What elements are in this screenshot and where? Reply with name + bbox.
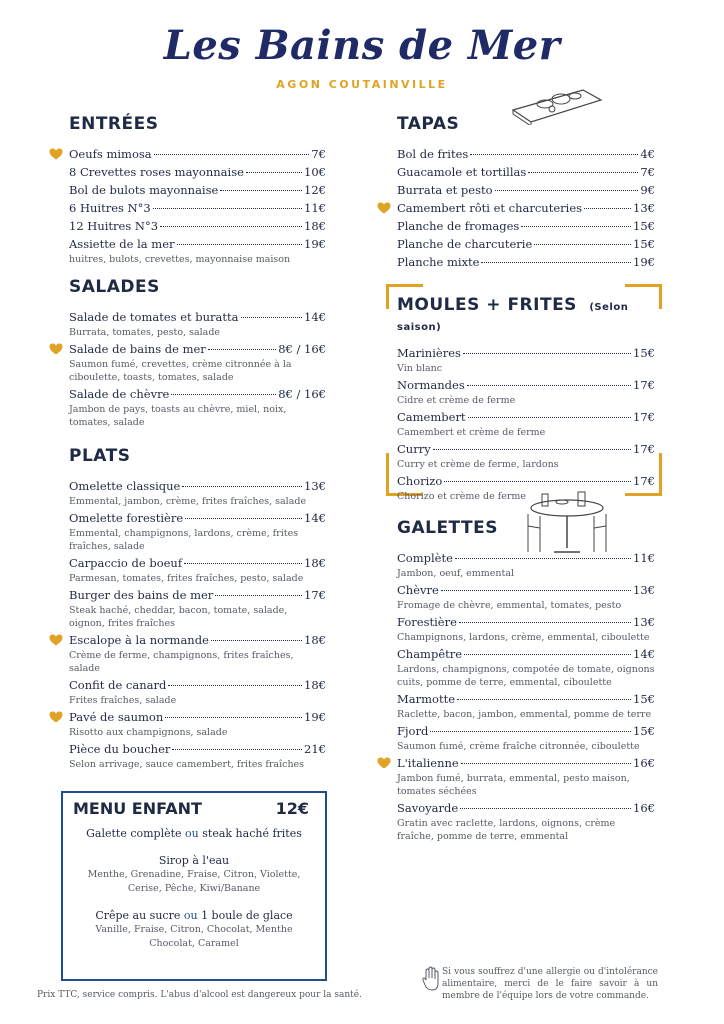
item-price: 7€ [311, 147, 326, 161]
kids-dessert-line: Crêpe au sucre ou 1 boule de glace [95, 909, 293, 922]
item-price: 19€ [633, 255, 655, 269]
restaurant-title: Les Bains de Mer [163, 22, 561, 69]
item-description: Steak haché, cheddar, bacon, tomate, salade, oignon, frites fraîches [69, 605, 288, 629]
item-name: Planche mixte [397, 255, 480, 269]
dot-leader [463, 353, 631, 354]
tapas-list [397, 146, 655, 271]
plats-list [69, 478, 326, 771]
item-price: 14€ [633, 647, 655, 661]
item-description: Gratin avec raclette, lardons, oignons, crème fraîche, pomme de terre, emmental [397, 818, 616, 842]
tapas-title: TAPAS [397, 114, 460, 134]
menu-item [397, 755, 655, 798]
item-name: Assiette de la mer [69, 237, 175, 251]
item-description: Lardons, champignons, compotée de tomate, oignons cuits, pomme de terre, emmental, ciboulette [397, 664, 655, 688]
tax-note: Prix TTC, service compris. L'abus d'alcool est dangereux pour la santé. [37, 990, 362, 1000]
dot-leader [430, 731, 631, 732]
item-name: Savoyarde [397, 801, 459, 815]
item-price: 18€ [304, 219, 326, 233]
item-description: Curry et crème de ferme, lardons [397, 459, 559, 470]
item-name: Bol de bulots mayonnaise [69, 183, 219, 197]
dot-leader [208, 349, 276, 350]
moules-title: MOULES + FRITES [397, 295, 577, 315]
item-name: Burger des bains de mer [69, 588, 214, 602]
dot-leader [160, 226, 302, 227]
item-price: 14€ [304, 511, 326, 525]
menu-item [397, 646, 655, 689]
dot-leader [185, 518, 302, 519]
dot-leader [470, 154, 638, 155]
galettes-list [397, 550, 655, 843]
menu-item [397, 800, 655, 843]
menu-item [69, 677, 326, 707]
dot-leader [220, 190, 302, 191]
menu-item [69, 709, 326, 739]
item-description: Parmesan, tomates, frites fraîches, pesto, salade [69, 573, 304, 584]
dot-leader [455, 558, 631, 559]
dot-leader [464, 654, 631, 655]
menu-item [69, 309, 326, 339]
menu-item [397, 345, 655, 375]
dot-leader [459, 622, 631, 623]
dot-leader [444, 481, 631, 482]
item-description: Jambon, oeuf, emmental [397, 568, 515, 579]
item-price: 16€ [633, 801, 655, 815]
restaurant-location: AGON COUTAINVILLE [276, 78, 448, 91]
item-description: Jambon de pays, toasts au chèvre, miel, noix, tomates, salade [69, 404, 287, 428]
item-description: Crème de ferme, champignons, frites fraîches, salade [69, 650, 294, 674]
entrees-title: ENTRÉES [69, 114, 159, 134]
item-price: 11€ [304, 201, 326, 215]
item-name: Carpaccio de boeuf [69, 556, 183, 570]
dot-leader [495, 190, 639, 191]
menu-item [69, 510, 326, 553]
item-name: Escalope à la normande [69, 633, 209, 647]
item-name: Omelette forestière [69, 511, 184, 525]
heart-icon [49, 634, 63, 646]
kids-ice-options-2: Chocolat, Caramel [149, 938, 239, 949]
item-description: Emmental, jambon, crème, frites fraîches, salade [69, 496, 307, 507]
item-price: 8€ / 16€ [278, 387, 326, 401]
item-description: Chorizo et crème de ferme [397, 491, 527, 502]
item-name: Camembert [397, 410, 466, 424]
item-name: Marinières [397, 346, 461, 360]
item-name: Oeufs mimosa [69, 147, 152, 161]
kids-menu-price: 12€ [275, 799, 309, 818]
item-price: 17€ [633, 410, 655, 424]
item-name: L'italienne [397, 756, 459, 770]
item-description: Raclette, bacon, jambon, emmental, pomme de terre [397, 709, 652, 720]
menu-item [69, 200, 326, 217]
item-description: huitres, bulots, crevettes, mayonnaise maison [69, 254, 291, 265]
item-price: 13€ [304, 479, 326, 493]
item-description: Champignons, lardons, crème, emmental, ciboulette [397, 632, 650, 643]
item-name: Planche de charcuterie [397, 237, 533, 251]
item-name: Fjord [397, 724, 429, 738]
item-description: Cidre et crème de ferme [397, 395, 516, 406]
item-name: Salade de chèvre [69, 387, 170, 401]
menu-item [69, 164, 326, 181]
menu-item [397, 146, 655, 163]
kids-drink-title: Sirop à l'eau [158, 854, 230, 867]
entrees-list [69, 146, 326, 266]
dot-leader [165, 717, 302, 718]
dot-leader [433, 449, 631, 450]
item-name: Bol de frites [397, 147, 469, 161]
item-price: 12€ [304, 183, 326, 197]
item-description: Frites fraîches, salade [69, 695, 177, 706]
moules-list [397, 345, 655, 503]
menu-item [397, 691, 655, 721]
dot-leader [521, 226, 631, 227]
item-name: Complète [397, 551, 453, 565]
menu-item [397, 182, 655, 199]
galettes-title: GALETTES [397, 518, 498, 538]
menu-item [397, 441, 655, 471]
dot-leader [468, 417, 631, 418]
item-price: 9€ [640, 183, 655, 197]
item-name: Burrata et pesto [397, 183, 493, 197]
moules-title-row [397, 295, 655, 335]
dot-leader [481, 262, 631, 263]
item-description: Saumon fumé, crevettes, crème citronnée à la ciboulette, toasts, tomates, salade [69, 359, 292, 383]
item-price: 15€ [633, 346, 655, 360]
item-price: 15€ [633, 724, 655, 738]
item-price: 16€ [633, 756, 655, 770]
dot-leader [215, 595, 302, 596]
item-name: Normandes [397, 378, 465, 392]
item-name: Champêtre [397, 647, 463, 661]
item-price: 7€ [640, 165, 655, 179]
kids-menu-box [61, 791, 327, 981]
dot-leader [211, 640, 302, 641]
dot-leader [460, 808, 631, 809]
dot-leader [528, 172, 638, 173]
menu-item [397, 200, 655, 217]
dot-leader [168, 685, 302, 686]
item-description: Camembert et crème de ferme [397, 427, 546, 438]
item-price: 18€ [304, 678, 326, 692]
item-price: 13€ [633, 201, 655, 215]
item-name: Curry [397, 442, 431, 456]
menu-item [397, 164, 655, 181]
item-price: 15€ [633, 219, 655, 233]
menu-item [69, 632, 326, 675]
item-name: Pavé de saumon [69, 710, 164, 724]
menu-item [69, 182, 326, 199]
item-price: 17€ [633, 474, 655, 488]
item-price: 13€ [633, 583, 655, 597]
item-price: 21€ [304, 742, 326, 756]
menu-item [397, 614, 655, 644]
item-name: Pièce du boucher [69, 742, 171, 756]
item-description: Risotto aux champignons, salade [69, 727, 228, 738]
dot-leader [184, 563, 302, 564]
item-price: 8€ / 16€ [278, 342, 326, 356]
item-name: Marmotte [397, 692, 456, 706]
salades-list [69, 309, 326, 429]
item-price: 15€ [633, 237, 655, 251]
menu-item [69, 341, 326, 384]
dot-leader [154, 154, 310, 155]
item-name: Chorizo [397, 474, 443, 488]
item-description: Fromage de chèvre, emmental, tomates, pesto [397, 600, 622, 611]
item-description: Burrata, tomates, pesto, salade [69, 327, 221, 338]
heart-icon [49, 343, 63, 355]
item-name: 12 Huitres N°3 [69, 219, 159, 233]
item-price: 4€ [640, 147, 655, 161]
dot-leader [584, 208, 631, 209]
menu-item [397, 582, 655, 612]
menu-item [69, 555, 326, 585]
menu-item [69, 386, 326, 429]
kids-menu-title: MENU ENFANT [73, 799, 202, 818]
item-name: Chèvre [397, 583, 439, 597]
item-price: 18€ [304, 556, 326, 570]
item-name: Omelette classique [69, 479, 181, 493]
item-price: 14€ [304, 310, 326, 324]
item-description: Vin blanc [397, 363, 443, 374]
moules-note: (Selon saison) [397, 302, 629, 333]
item-price: 17€ [633, 442, 655, 456]
kids-main-line: Galette complète ou steak haché frites [86, 827, 302, 840]
menu-item [397, 377, 655, 407]
menu-item [69, 236, 326, 266]
menu-item [69, 587, 326, 630]
item-name: Planche de fromages [397, 219, 520, 233]
dot-leader [171, 394, 276, 395]
dot-leader [177, 244, 303, 245]
item-price: 17€ [633, 378, 655, 392]
item-description: Jambon fumé, burrata, emmental, pesto maison, tomates séchées [397, 773, 630, 797]
dot-leader [153, 208, 302, 209]
kids-drink-options-1: Menthe, Grenadine, Fraise, Citron, Violette, [87, 869, 301, 880]
item-name: Camembert rôti et charcuteries [397, 201, 583, 215]
dot-leader [172, 749, 302, 750]
dot-leader [457, 699, 631, 700]
item-price: 17€ [304, 588, 326, 602]
item-price: 18€ [304, 633, 326, 647]
item-description: Saumon fumé, crème fraîche citronnée, ciboulette [397, 741, 640, 752]
item-price: 19€ [304, 237, 326, 251]
menu-item [397, 409, 655, 439]
item-price: 10€ [304, 165, 326, 179]
dot-leader [441, 590, 631, 591]
dot-leader [241, 317, 303, 318]
item-name: 6 Huitres N°3 [69, 201, 151, 215]
item-name: Forestière [397, 615, 457, 629]
item-price: 11€ [633, 551, 655, 565]
item-price: 19€ [304, 710, 326, 724]
item-name: Confit de canard [69, 678, 167, 692]
allergy-note: Si vous souffrez d'une allergie ou d'intolérance alimentaire, merci de le faire savoir à un membre de l'équipe lors de votre commande. [442, 967, 658, 1001]
dot-leader [182, 486, 302, 487]
heart-icon [377, 202, 391, 214]
salades-title: SALADES [69, 277, 160, 297]
menu-item [69, 741, 326, 771]
kids-ice-options-1: Vanille, Fraise, Citron, Chocolat, Menthe [95, 924, 293, 935]
heart-icon [49, 148, 63, 160]
kids-drink-options-2: Cerise, Pêche, Kiwi/Banane [127, 883, 261, 894]
item-description: Selon arrivage, sauce camembert, frites fraîches [69, 759, 305, 770]
dot-leader [534, 244, 631, 245]
dot-leader [461, 763, 631, 764]
item-description: Emmental, champignons, lardons, crème, frites fraîches, salade [69, 528, 299, 552]
heart-icon [377, 757, 391, 769]
plats-title: PLATS [69, 446, 131, 466]
dot-leader [246, 172, 302, 173]
item-name: Salade de bains de mer [69, 342, 206, 356]
menu-item [69, 478, 326, 508]
item-name: 8 Crevettes roses mayonnaise [69, 165, 244, 179]
item-name: Salade de tomates et buratta [69, 310, 239, 324]
item-price: 13€ [633, 615, 655, 629]
heart-icon [49, 711, 63, 723]
item-price: 15€ [633, 692, 655, 706]
menu-item [397, 254, 655, 271]
menu-item [397, 236, 655, 253]
menu-item [397, 550, 655, 580]
menu-item [69, 218, 326, 235]
item-name: Guacamole et tortillas [397, 165, 527, 179]
menu-item [397, 218, 655, 235]
menu-item [397, 723, 655, 753]
dot-leader [467, 385, 631, 386]
menu-item [69, 146, 326, 163]
hand-icon [421, 966, 441, 992]
